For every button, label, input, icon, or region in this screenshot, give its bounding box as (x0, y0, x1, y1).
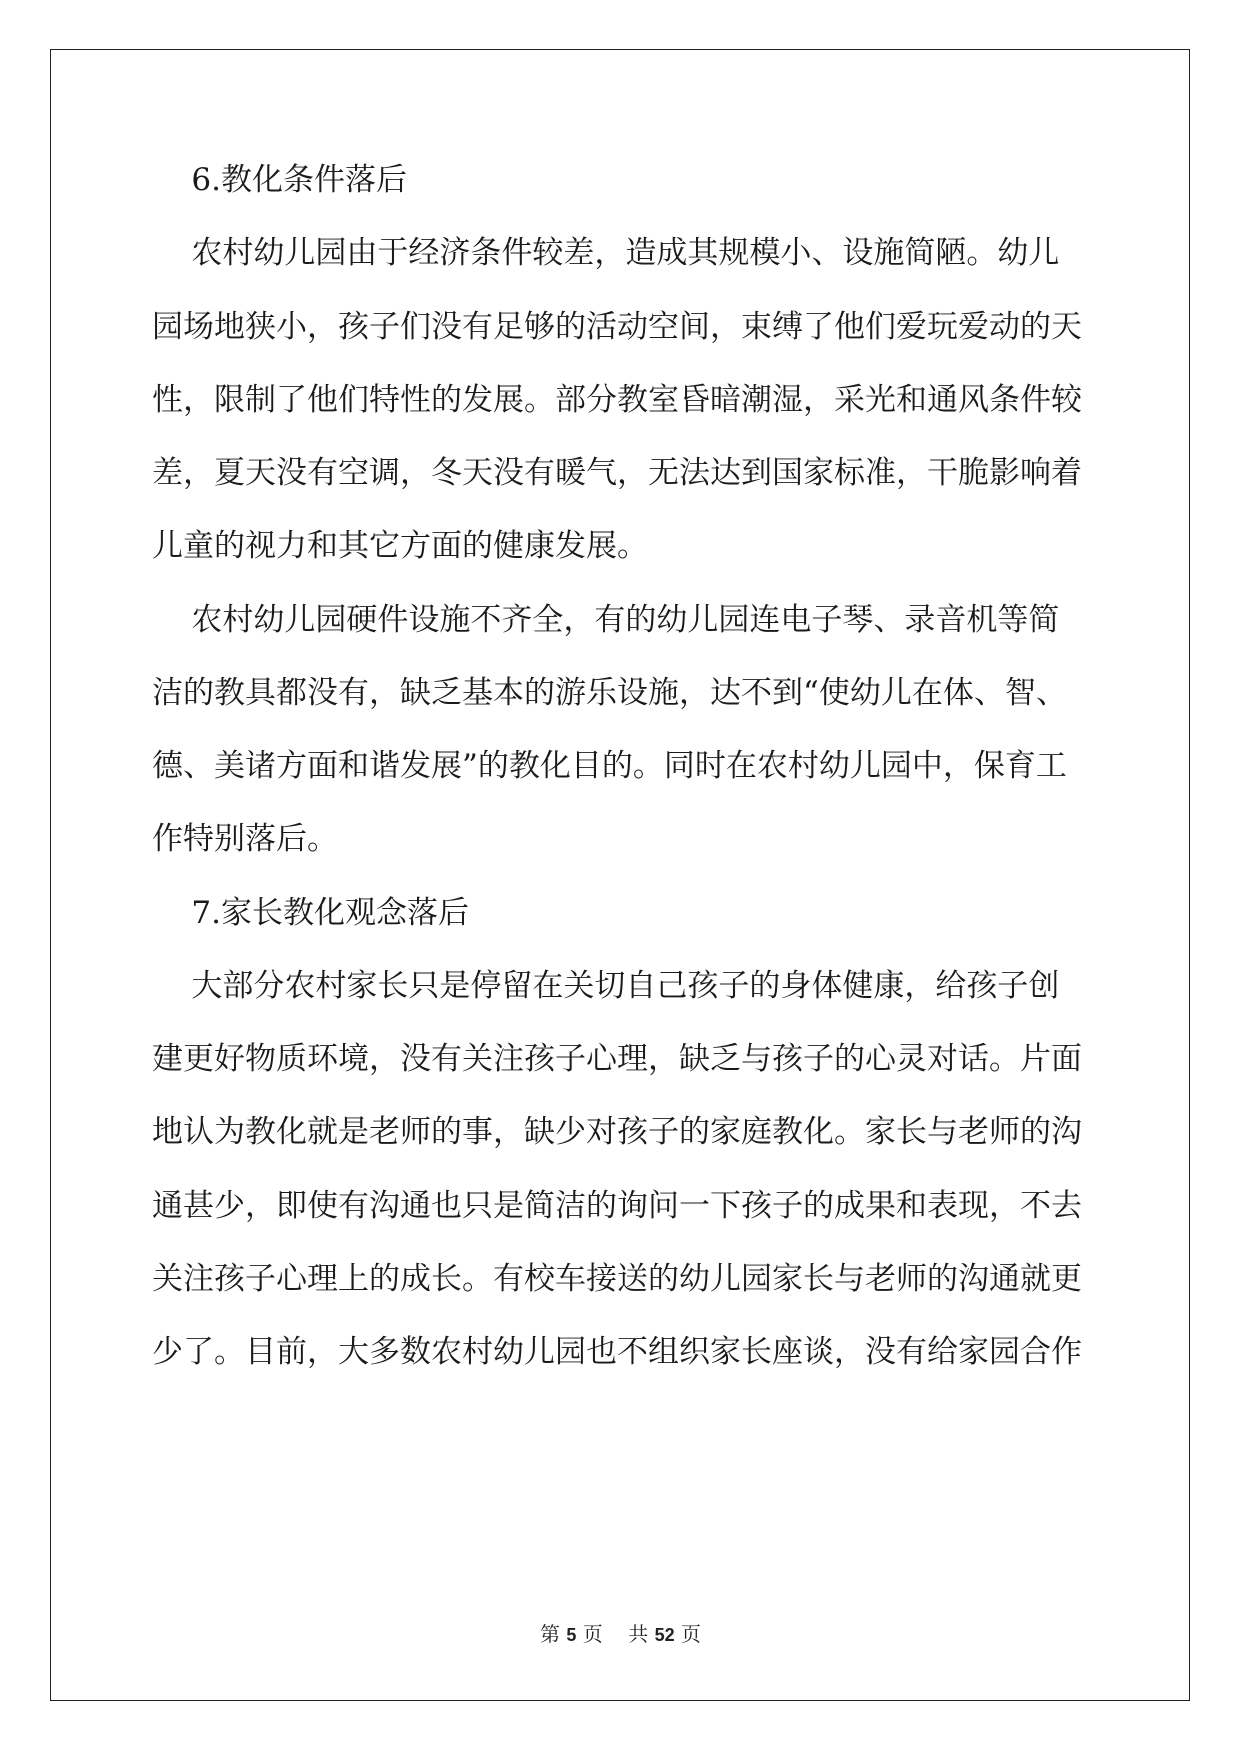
footer-total-prefix: 共 (628, 1622, 649, 1646)
footer-total-suffix: 页 (680, 1622, 701, 1646)
paragraph-line: 儿童的视力和其它方面的健康发展。 (152, 528, 648, 564)
paragraph-line: 性，限制了他们特性的发展。部分教室昏暗潮湿，采光和通风条件较 (152, 382, 1082, 418)
heading-7: 7.家长教化观念落后 (152, 895, 469, 931)
page-border (50, 49, 1190, 1701)
page-footer (0, 1622, 1241, 1647)
paragraph-line: 少了。目前，大多数农村幼儿园也不组织家长座谈，没有给家园合作 (152, 1334, 1082, 1370)
paragraph-line: 差，夏天没有空调，冬天没有暖气，无法达到国家标准，干脆影响着 (152, 455, 1082, 491)
paragraph-line: 农村幼儿园由于经济条件较差，造成其规模小、设施简陋。幼儿 (152, 235, 1060, 271)
paragraph-line: 园场地狭小，孩子们没有足够的活动空间，束缚了他们爱玩爱动的天 (152, 309, 1082, 345)
total-pages: 52 (654, 1625, 675, 1645)
page-number: 5 (566, 1625, 577, 1645)
paragraph-line: 大部分农村家长只是停留在关切自己孩子的身体健康，给孩子创 (152, 968, 1060, 1004)
paragraph-line: 德、美诸方面和谐发展”的教化目的。同时在农村幼儿园中，保育工 (152, 748, 1067, 784)
paragraph-line: 地认为教化就是老师的事，缺少对孩子的家庭教化。家长与老师的沟 (152, 1114, 1082, 1150)
paragraph-line: 作特别落后。 (152, 821, 338, 857)
paragraph-line: 建更好物质环境，没有关注孩子心理，缺乏与孩子的心灵对话。片面 (152, 1041, 1082, 1077)
heading-6: 6.教化条件落后 (152, 162, 407, 198)
paragraph-line: 洁的教具都没有，缺乏基本的游乐设施，达不到“使幼儿在体、智、 (152, 675, 1067, 711)
paragraph-line: 农村幼儿园硬件设施不齐全，有的幼儿园连电子琴、录音机等简 (152, 602, 1060, 638)
footer-page-suffix: 页 (582, 1622, 603, 1646)
paragraph-line: 关注孩子心理上的成长。有校车接送的幼儿园家长与老师的沟通就更 (152, 1261, 1082, 1297)
footer-prefix: 第 (540, 1622, 561, 1646)
paragraph-line: 通甚少，即使有沟通也只是简洁的询问一下孩子的成果和表现，不去 (152, 1188, 1082, 1224)
